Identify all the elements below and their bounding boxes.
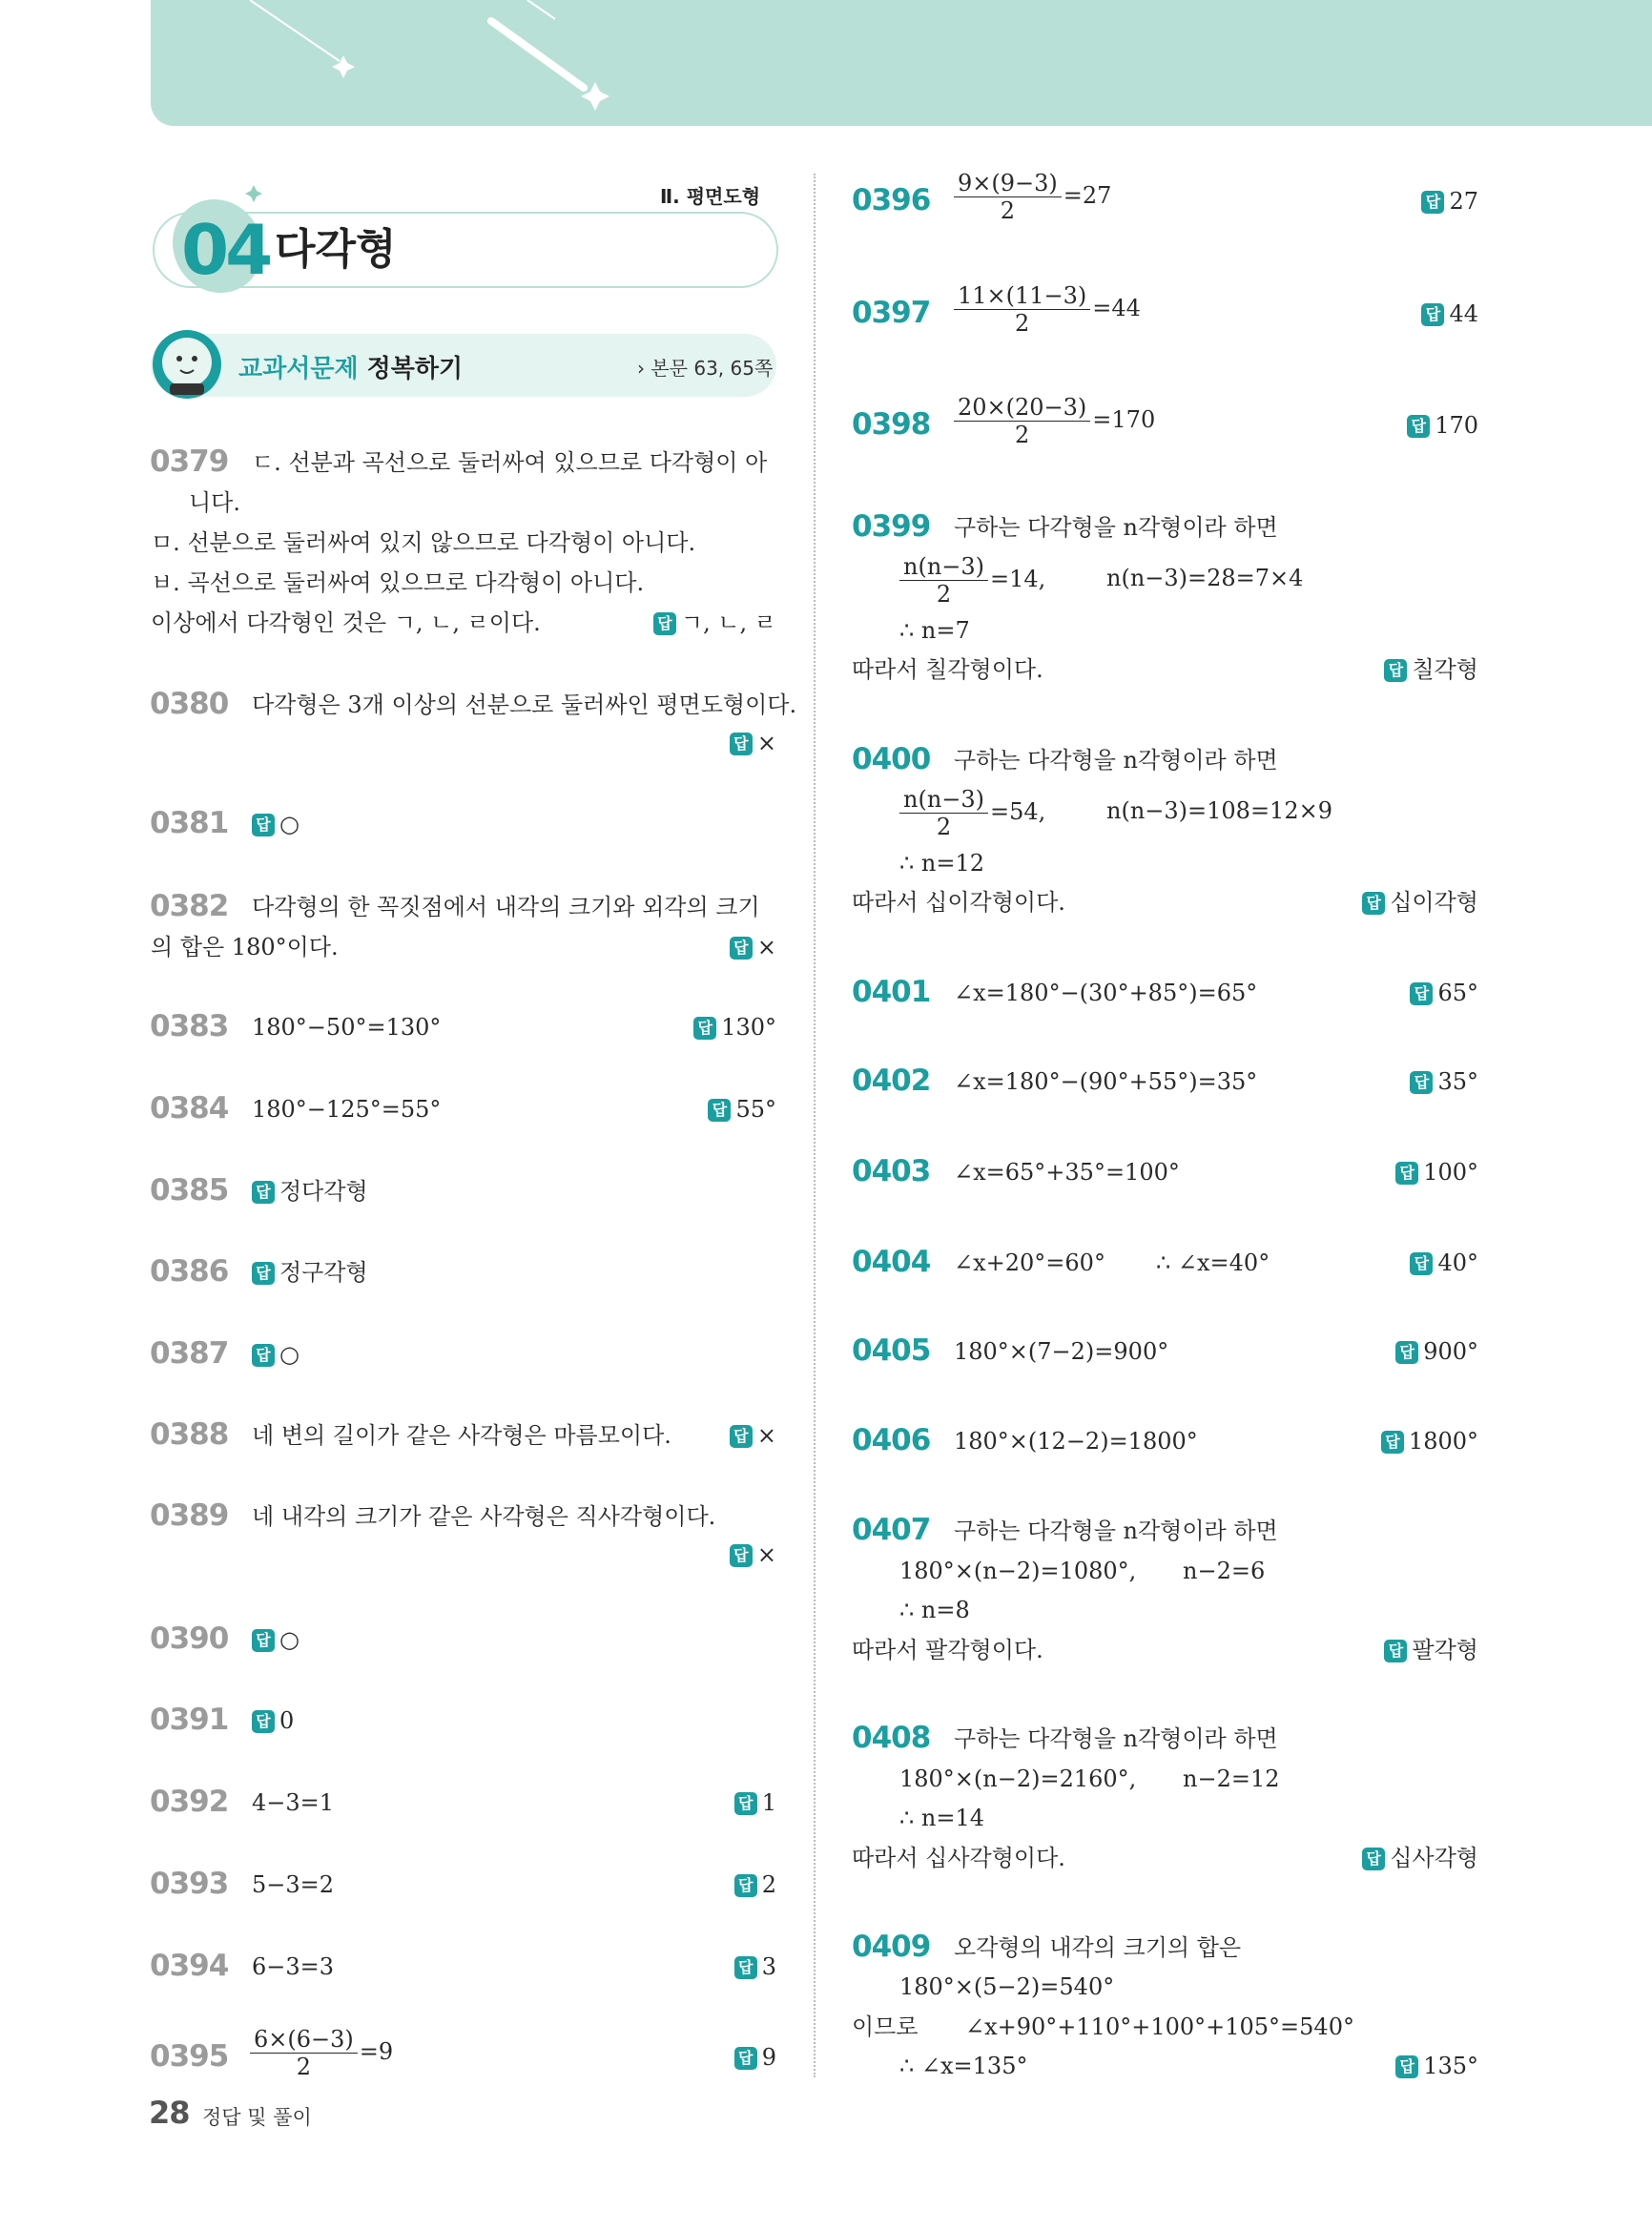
solution-line: ∠x+20°=60° — [954, 1249, 1105, 1276]
question-number: 0387 — [150, 1336, 229, 1371]
question-number: 0397 — [852, 296, 931, 330]
banner-page-ref — [637, 353, 773, 381]
answer-mark-icon: 답 — [653, 612, 676, 635]
solution-line: ㅂ. 곡선으로 둘러싸여 있으므로 다각형이 아니다. — [151, 569, 645, 596]
answer-mark-icon: 답 — [734, 1956, 757, 1979]
answer: 답 130° — [693, 1012, 776, 1043]
answer-mark-icon: 답 — [252, 1262, 275, 1285]
solution-line: ∠x=180°−(30°+85°)=65° — [954, 980, 1258, 1006]
answer: 답 2 — [734, 1869, 776, 1900]
fraction-expression: $\frac{n(n-3)}{2}$ =14, — [899, 553, 1045, 608]
solution-line: ㄷ. 선분과 곡선으로 둘러싸여 있으므로 다각형이 아 — [252, 449, 768, 476]
shooting-star-decoration — [0, 0, 1652, 134]
solution-line: 따라서 십사각형이다. — [852, 1845, 1065, 1871]
answer-mark-icon: 답 — [1384, 1640, 1407, 1662]
question-number: 0407 — [852, 1513, 931, 1547]
question-number: 0400 — [852, 742, 931, 776]
answer-mark-icon: 답 — [252, 1629, 275, 1652]
solution-line: 5−3=2 — [252, 1871, 335, 1898]
footer-label: 정답 및 풀이 — [202, 2106, 312, 2129]
question-number: 0386 — [150, 1254, 229, 1289]
solution-line: 따라서 칠각형이다. — [852, 656, 1043, 683]
solution-line: 4−3=1 — [252, 1789, 335, 1816]
solution-line: 이므로 — [852, 2013, 919, 2040]
fraction-expression: $\frac{11\times(11-3)}{2}$ =44 — [954, 282, 1141, 337]
solution-line: 의 합은 180°이다. — [151, 934, 339, 960]
solution-line: 180°×(5−2)=540° — [899, 1973, 1115, 2000]
answer-mark-icon: 답 — [1410, 1071, 1433, 1094]
question-number: 0409 — [852, 1930, 931, 1964]
question-number: 0406 — [852, 1423, 931, 1457]
solution-line: ∠x=180°−(90°+55°)=35° — [954, 1068, 1258, 1095]
solution-line: ∠x=65°+35°=100° — [954, 1159, 1180, 1186]
solution-line: 구하는 다각형을 n각형이라 하면 — [954, 514, 1278, 541]
solution-line: ㅁ. 선분으로 둘러싸여 있지 않으므로 다각형이 아니다. — [151, 529, 696, 556]
answer: 답 × — [730, 1539, 776, 1570]
fraction-expression: $\frac{n(n-3)}{2}$ =54, — [899, 786, 1045, 840]
chapter-title: 다각형 — [275, 225, 397, 274]
answer: 답 ○ — [252, 1339, 299, 1370]
solution-line: 180°−50°=130° — [252, 1014, 442, 1041]
question-number: 0396 — [852, 183, 931, 217]
solution-line: 다각형은 3개 이상의 선분으로 둘러싸인 평면도형이다. — [252, 692, 797, 718]
answer-mark-icon: 답 — [1410, 1252, 1433, 1275]
answer: 답 55° — [708, 1094, 776, 1125]
answer-mark-icon: 답 — [1362, 892, 1385, 915]
solution-line: 따라서 팔각형이다. — [852, 1637, 1043, 1663]
answer-mark-icon: 답 — [693, 1017, 716, 1040]
question-number: 0398 — [852, 407, 931, 442]
fraction-expression: $\frac{6\times(6-3)}{2}$ =9 — [250, 2026, 393, 2080]
column-divider — [814, 174, 816, 2077]
answer: 답 팔각형 — [1384, 1635, 1478, 1665]
question-number: 0380 — [150, 687, 229, 721]
answer-mark-icon: 답 — [708, 1099, 731, 1122]
answer: 답 칠각형 — [1384, 654, 1478, 685]
answer: 답 ○ — [252, 1624, 299, 1655]
answer-mark-icon: 답 — [1407, 415, 1430, 438]
question-number: 0392 — [150, 1785, 229, 1819]
answer: 답 × — [730, 728, 776, 758]
answer-mark-icon: 답 — [734, 1792, 757, 1815]
answer-mark-icon: 답 — [1395, 1341, 1418, 1364]
solution-line: 6−3=3 — [252, 1953, 335, 1980]
answer-mark-icon: 답 — [730, 1425, 753, 1448]
solution-line: 구하는 다각형을 n각형이라 하면 — [954, 747, 1278, 774]
answer: 답 정다각형 — [252, 1176, 368, 1207]
solution-line: ∴ n=12 — [899, 850, 985, 877]
solution-line: ∴ n=8 — [899, 1597, 970, 1623]
answer-mark-icon: 답 — [1395, 1162, 1418, 1185]
question-number: 0405 — [852, 1333, 931, 1368]
fraction-expression: $\frac{20\times(20-3)}{2}$ =170 — [954, 394, 1155, 448]
banner-title-main: 교과서문제 — [238, 355, 359, 383]
answer: 답 × — [730, 1420, 776, 1451]
banner-title — [238, 349, 463, 384]
solution-line: 따라서 십이각형이다. — [852, 889, 1065, 916]
solution-line: ∴ n=14 — [899, 1805, 985, 1831]
answer-mark-icon: 답 — [252, 1344, 275, 1367]
question-number: 0399 — [852, 509, 931, 544]
answer-mark-icon: 답 — [1410, 982, 1433, 1005]
solution-line: 180°×(12−2)=1800° — [954, 1428, 1198, 1455]
answer: 답 ○ — [252, 809, 299, 839]
question-number: 0401 — [852, 975, 931, 1009]
question-number: 0402 — [852, 1063, 931, 1098]
solution-line: 이상에서 다각형인 것은 ㄱ, ㄴ, ㄹ이다. — [151, 609, 541, 636]
solution-line: n−2=12 — [1183, 1765, 1280, 1792]
question-number: 0404 — [852, 1245, 931, 1279]
solution-line: 오각형의 내각의 크기의 합은 — [954, 1934, 1242, 1961]
solution-line: 니다. — [189, 489, 240, 516]
question-number: 0390 — [150, 1621, 229, 1656]
fraction-expression: $\frac{9\times(9-3)}{2}$ =27 — [954, 170, 1111, 224]
question-number: 0384 — [150, 1091, 229, 1125]
question-number: 0408 — [852, 1721, 931, 1755]
answer: 답 35° — [1410, 1066, 1478, 1097]
answer: 답 0 — [252, 1705, 294, 1736]
answer: 답 3 — [734, 1951, 776, 1982]
answer-mark-icon: 답 — [1384, 659, 1407, 682]
answer: 답 1800° — [1381, 1426, 1478, 1456]
answer-mark-icon: 답 — [1381, 1431, 1404, 1454]
answer: 답 135° — [1395, 2051, 1478, 2081]
question-number: 0391 — [150, 1703, 229, 1737]
question-number: 0385 — [150, 1173, 229, 1208]
solution-line: 180°×(7−2)=900° — [954, 1338, 1169, 1365]
answer: 답 1 — [734, 1787, 776, 1818]
page-number: 28 — [149, 2095, 190, 2131]
answer-mark-icon: 답 — [252, 814, 275, 836]
solution-line: 180°×(n−2)=2160°, — [899, 1765, 1137, 1792]
answer-mark-icon: 답 — [252, 1710, 275, 1733]
question-number: 0381 — [150, 806, 229, 840]
banner-ref-text: 본문 63, 65쪽 — [650, 357, 774, 380]
solution-line: ∠x+90°+110°+100°+105°=540° — [965, 2013, 1354, 2040]
question-number: 0382 — [150, 889, 229, 923]
section-label: Ⅱ. 평면도형 — [660, 185, 761, 208]
answer: 답 십이각형 — [1362, 887, 1478, 918]
question-number: 0383 — [150, 1009, 229, 1043]
answer-mark-icon: 답 — [730, 937, 753, 960]
solution-line: ∴ ∠x=40° — [1156, 1249, 1270, 1276]
answer: 답 170 — [1407, 410, 1478, 441]
answer: 답 27 — [1421, 186, 1478, 217]
answer-mark-icon: 답 — [1421, 191, 1444, 214]
answer: 답 900° — [1395, 1336, 1478, 1367]
answer: 답 ㄱ, ㄴ, ㄹ — [653, 608, 776, 638]
question-number: 0389 — [150, 1498, 229, 1533]
solution-line: n(n−3)=108=12×9 — [1106, 797, 1332, 824]
solution-line: 구하는 다각형을 n각형이라 하면 — [954, 1518, 1278, 1544]
question-number: 0394 — [150, 1949, 229, 1983]
answer: 답 9 — [734, 2042, 776, 2073]
banner-title-sub: 정복하기 — [366, 355, 464, 383]
solution-line: ∴ ∠x=135° — [899, 2053, 1028, 2079]
solution-line: 다각형의 한 꼭짓점에서 내각의 크기와 외각의 크기 — [252, 894, 760, 920]
answer: 답 × — [730, 932, 776, 962]
solution-line: 180°−125°=55° — [252, 1096, 442, 1123]
answer: 답 40° — [1410, 1248, 1478, 1278]
answer-mark-icon: 답 — [730, 733, 753, 755]
answer: 답 44 — [1421, 299, 1478, 329]
answer-mark-icon: 답 — [1421, 303, 1444, 326]
answer-mark-icon: 답 — [252, 1181, 275, 1204]
mascot-icon — [149, 328, 225, 404]
chevron-right-icon: › — [637, 357, 645, 380]
solution-line: ∴ n=7 — [899, 617, 970, 644]
answer-mark-icon: 답 — [734, 2047, 757, 2070]
question-number: 0388 — [150, 1417, 229, 1452]
solution-line: 네 내각의 크기가 같은 사각형은 직사각형이다. — [252, 1503, 716, 1530]
answer: 답 십사각형 — [1362, 1843, 1478, 1873]
question-number: 0393 — [150, 1867, 229, 1901]
answer: 답 65° — [1410, 978, 1478, 1008]
question-number: 0379 — [150, 444, 229, 479]
answer: 답 100° — [1395, 1157, 1478, 1187]
solution-line: 180°×(n−2)=1080°, — [899, 1558, 1137, 1584]
question-number: 0403 — [852, 1154, 931, 1188]
chapter-number: 04 — [181, 210, 270, 290]
solution-line: 구하는 다각형을 n각형이라 하면 — [954, 1725, 1278, 1752]
answer-mark-icon: 답 — [730, 1544, 753, 1567]
answer-mark-icon: 답 — [734, 1874, 757, 1897]
answer-mark-icon: 답 — [1362, 1848, 1385, 1870]
answer: 답 정구각형 — [252, 1257, 368, 1288]
solution-line: n−2=6 — [1183, 1558, 1266, 1584]
answer-mark-icon: 답 — [1395, 2055, 1418, 2078]
question-number: 0395 — [150, 2039, 229, 2074]
solution-line: 네 변의 길이가 같은 사각형은 마름모이다. — [252, 1422, 671, 1449]
solution-line: n(n−3)=28=7×4 — [1106, 565, 1304, 591]
